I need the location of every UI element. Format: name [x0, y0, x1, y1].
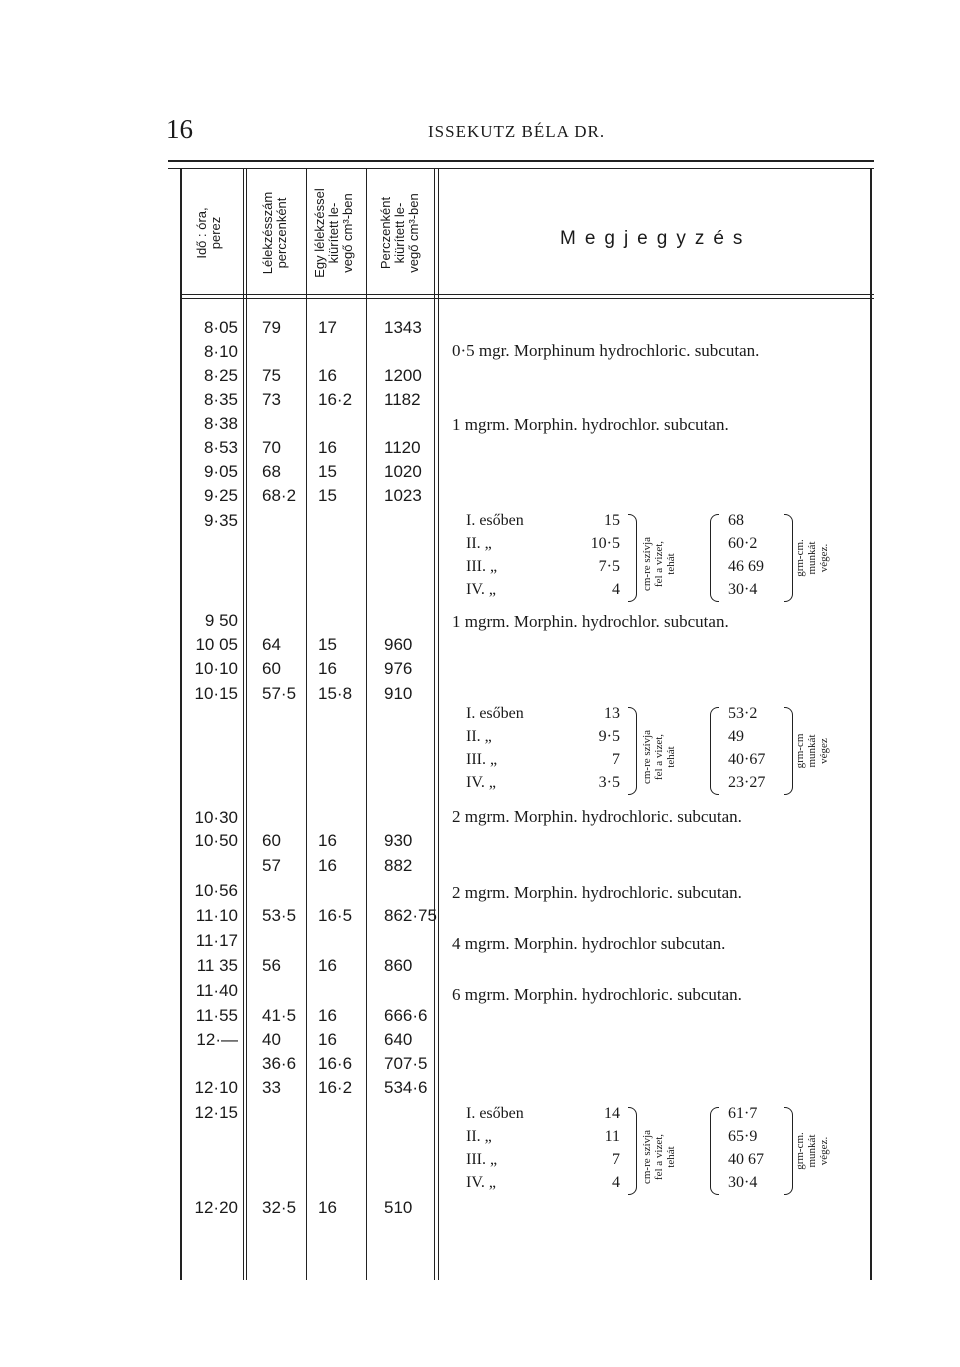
cell-respiration: 36·6: [262, 1054, 297, 1073]
work-value: 30·4: [728, 581, 758, 598]
cell-time: 9·35: [203, 511, 238, 530]
cell-volume: 16·5: [318, 906, 353, 925]
cell-time: 9 50: [204, 611, 238, 630]
cell-time: 10·30: [194, 808, 238, 827]
bracket-label-absorbs: cm-re szívja fel a vizet, tehát: [641, 536, 677, 592]
col-header-volume-per-minute: Perczenként kiürített le- vegő cm³-ben: [378, 193, 421, 273]
cell-volume: 15: [318, 635, 337, 654]
cell-minute-volume: 930: [384, 831, 413, 850]
cell-respiration: 57: [262, 856, 281, 875]
bracket-right: [628, 707, 637, 795]
bracket-left: [710, 514, 719, 602]
cell-volume: 16: [318, 366, 337, 385]
rain-index: III. „: [466, 558, 498, 575]
rain-height: 4: [612, 1174, 620, 1191]
rain-height: 14: [604, 1105, 620, 1122]
cell-respiration: 33: [262, 1078, 281, 1097]
cell-time: 11·17: [195, 931, 238, 950]
cell-time: 9·05: [203, 462, 238, 481]
cell-time: 10 05: [195, 635, 238, 654]
rain-group: [466, 1105, 866, 1201]
cell-volume: 17: [318, 318, 337, 337]
rain-index: IV. „: [466, 774, 496, 791]
cell-volume: 16·2: [318, 390, 353, 409]
rain-height: 7·5: [598, 558, 620, 575]
rain-height: 15: [604, 512, 620, 529]
cell-respiration: 32·5: [262, 1198, 297, 1217]
rain-index: III. „: [466, 751, 498, 768]
cell-time: 12·15: [194, 1103, 238, 1122]
cell-volume: 16: [318, 659, 337, 678]
rain-index: II. „: [466, 535, 492, 552]
col-header-volume-per-breath: Egy lélekzéssel kiürített le- vegő cm³-ben: [312, 188, 355, 278]
cell-minute-volume: 1343: [384, 318, 422, 337]
cell-minute-volume: 976: [384, 659, 413, 678]
cell-respiration: 64: [262, 635, 281, 654]
cell-time: 12·—: [196, 1030, 238, 1049]
rain-height: 7: [612, 1151, 620, 1168]
cell-minute-volume: 1020: [384, 462, 422, 481]
rain-index: IV. „: [466, 1174, 496, 1191]
work-value: 49: [728, 728, 744, 745]
cell-respiration: 68: [262, 462, 281, 481]
cell-time: 10·10: [194, 659, 238, 678]
bracket-right: [784, 514, 793, 602]
col-header-respiration: Lélekzésszám perczenként: [260, 191, 289, 275]
cell-minute-volume: 960: [384, 635, 413, 654]
note-injection-2: 1 mgrm. Morphin. hydrochlor. subcutan.: [452, 415, 729, 434]
cell-minute-volume: 707·5: [384, 1054, 428, 1073]
cell-time: 8·10: [203, 342, 238, 361]
cell-volume: 16: [318, 1006, 337, 1025]
cell-minute-volume: 1200: [384, 366, 422, 385]
bracket-left: [710, 707, 719, 795]
rain-index: II. „: [466, 1128, 492, 1145]
rain-height: 9·5: [598, 728, 620, 745]
work-value: 61·7: [728, 1105, 758, 1122]
cell-respiration: 60: [262, 659, 281, 678]
cell-respiration: 56: [262, 956, 281, 975]
cell-volume: 16: [318, 856, 337, 875]
remarks-header: Megjegyzés: [560, 228, 752, 249]
bracket-label-absorbs: cm-re szívja fel a vizet, tehát: [641, 729, 677, 785]
cell-volume: 16: [318, 438, 337, 457]
rain-height: 13: [604, 705, 620, 722]
note-injection-6: 4 mgrm. Morphin. hydrochlor subcutan.: [452, 934, 726, 953]
work-value: 60·2: [728, 535, 758, 552]
rain-height: 10·5: [590, 535, 620, 552]
bracket-right: [784, 707, 793, 795]
cell-time: 12·20: [194, 1198, 238, 1217]
bracket-label-work: grm-cm munkát végez: [794, 733, 830, 769]
cell-time: 8·25: [203, 366, 238, 385]
cell-minute-volume: 666·6: [384, 1006, 428, 1025]
cell-minute-volume: 510: [384, 1198, 413, 1217]
cell-respiration: 79: [262, 318, 281, 337]
cell-minute-volume: 882: [384, 856, 413, 875]
cell-minute-volume: 1120: [384, 438, 421, 457]
cell-time: 11·40: [195, 981, 238, 1000]
cell-respiration: 70: [262, 438, 281, 457]
rain-height: 11: [604, 1128, 620, 1145]
bracket-left: [710, 1107, 719, 1195]
work-value: 23·27: [728, 774, 766, 791]
cell-time: 8·53: [203, 438, 238, 457]
page-number: 16: [166, 114, 193, 144]
cell-volume: 15: [318, 486, 337, 505]
rain-height: 7: [612, 751, 620, 768]
cell-time: 8·35: [203, 390, 238, 409]
cell-respiration: 75: [262, 366, 281, 385]
cell-minute-volume: 862·75: [384, 906, 437, 925]
work-value: 40 67: [728, 1151, 764, 1168]
bracket-label-absorbs: cm-re szívja fel a vizet, tehát: [641, 1129, 677, 1185]
rain-index: I. esőben: [466, 705, 524, 722]
bracket-label-work: grm-cm. munkát végez.: [794, 539, 830, 577]
cell-time: 11·55: [195, 1006, 238, 1025]
cell-volume: 15: [318, 462, 337, 481]
cell-minute-volume: 910: [384, 684, 413, 703]
cell-time: 10·50: [194, 831, 238, 850]
cell-respiration: 53·5: [262, 906, 297, 925]
work-value: 65·9: [728, 1128, 758, 1145]
bracket-right: [784, 1107, 793, 1195]
cell-respiration: 41·5: [262, 1006, 297, 1025]
cell-respiration: 73: [262, 390, 281, 409]
cell-volume: 16·6: [318, 1054, 353, 1073]
rain-group: [466, 512, 866, 608]
cell-time: 8·38: [203, 414, 238, 433]
work-value: 40·67: [728, 751, 766, 768]
note-injection-5: 2 mgrm. Morphin. hydrochloric. subcutan.: [452, 883, 742, 902]
cell-volume: 15·8: [318, 684, 353, 703]
cell-minute-volume: 1023: [384, 486, 422, 505]
work-value: 30·4: [728, 1174, 758, 1191]
cell-respiration: 60: [262, 831, 281, 850]
cell-time: 12·10: [194, 1078, 238, 1097]
rain-height: 3·5: [598, 774, 620, 791]
cell-volume: 16·2: [318, 1078, 353, 1097]
rain-index: II. „: [466, 728, 492, 745]
cell-respiration: 40: [262, 1030, 281, 1049]
cell-minute-volume: 1182: [384, 390, 421, 409]
cell-time: 11·10: [195, 906, 238, 925]
note-injection-3: 1 mgrm. Morphin. hydrochlor. subcutan.: [452, 612, 729, 631]
cell-volume: 16: [318, 1198, 337, 1217]
bracket-right: [628, 1107, 637, 1195]
rain-index: IV. „: [466, 581, 496, 598]
rain-index: III. „: [466, 1151, 498, 1168]
cell-time: 8·05: [203, 318, 238, 337]
work-value: 68: [728, 512, 744, 529]
cell-time: 9·25: [203, 486, 238, 505]
work-value: 53·2: [728, 705, 758, 722]
cell-minute-volume: 534·6: [384, 1078, 428, 1097]
bracket-right: [628, 514, 637, 602]
cell-time: 10·15: [194, 684, 238, 703]
note-injection-7: 6 mgrm. Morphin. hydrochloric. subcutan.: [452, 985, 742, 1004]
cell-minute-volume: 860: [384, 956, 413, 975]
note-injection-4: 2 mgrm. Morphin. hydrochloric. subcutan.: [452, 807, 742, 826]
cell-time: 11 35: [196, 956, 238, 975]
cell-volume: 16: [318, 956, 337, 975]
rain-index: I. esőben: [466, 1105, 524, 1122]
rain-height: 4: [612, 581, 620, 598]
cell-volume: 16: [318, 831, 337, 850]
note-injection-1: 0·5 mgr. Morphinum hydrochloric. subcutan.: [452, 341, 760, 360]
bracket-label-work: grm-cm. munkát végez.: [794, 1132, 830, 1170]
rain-group: [466, 705, 866, 801]
cell-respiration: 57·5: [262, 684, 297, 703]
work-value: 46 69: [728, 558, 764, 575]
cell-respiration: 68·2: [262, 486, 297, 505]
running-head: ISSEKUTZ BÉLA DR.: [428, 122, 606, 141]
cell-minute-volume: 640: [384, 1030, 413, 1049]
cell-volume: 16: [318, 1030, 337, 1049]
col-header-time: Idő : óra, perez: [194, 207, 223, 259]
rain-index: I. esőben: [466, 512, 524, 529]
cell-time: 10·56: [194, 881, 238, 900]
